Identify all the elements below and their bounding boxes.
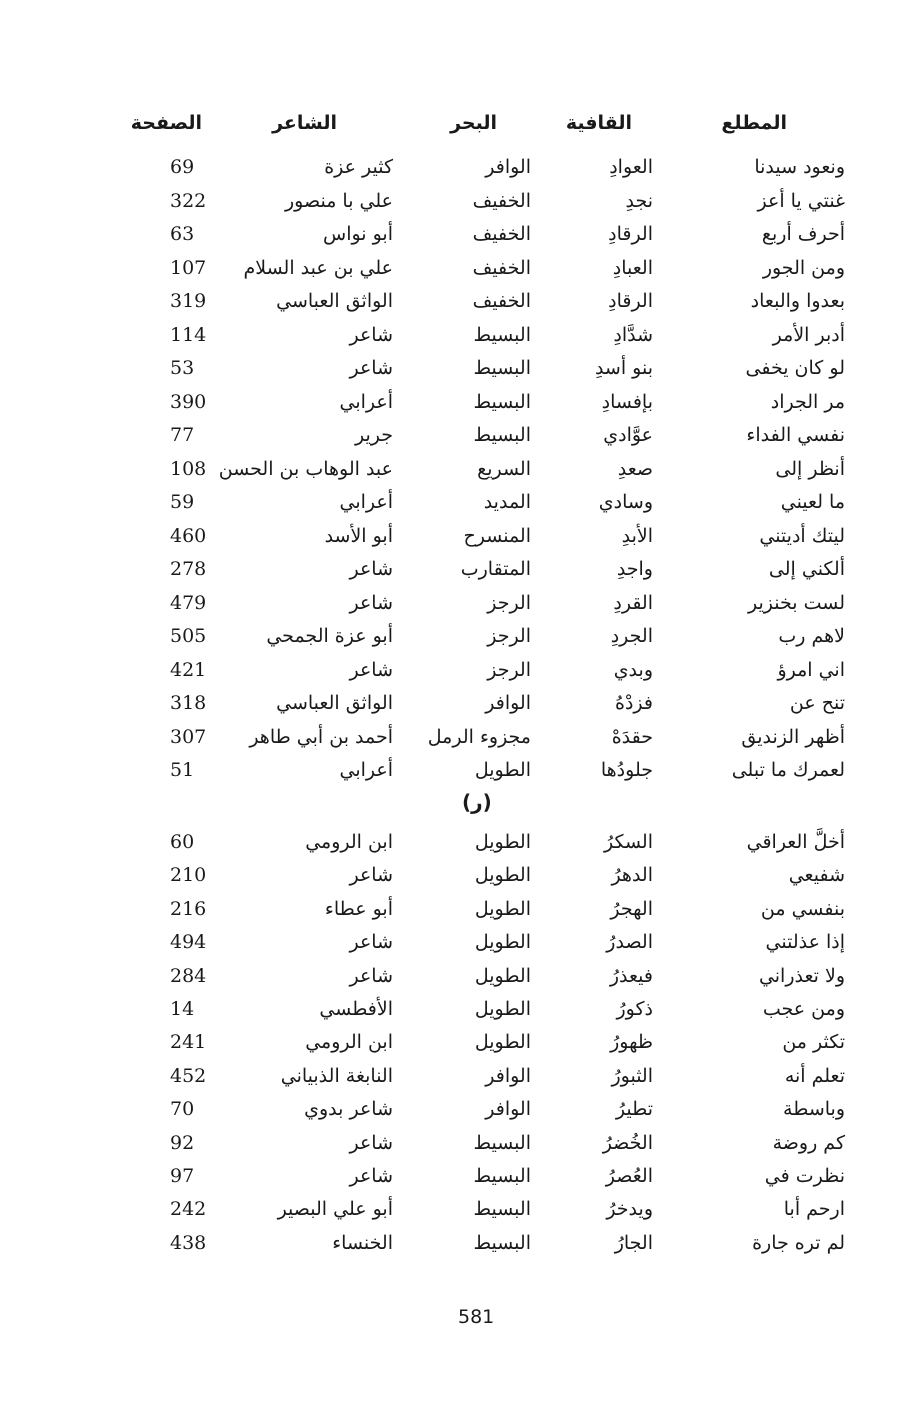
cell-poet: الخنساء — [332, 1231, 393, 1254]
cell-rhyme: واجدِ — [616, 558, 653, 580]
cell-opening: أنظر إلى — [775, 457, 845, 480]
cell-rhyme: الأبدِ — [621, 524, 653, 547]
table-row — [0, 961, 915, 991]
cell-rhyme: بنو أسدِ — [594, 357, 653, 379]
cell-meter: الرجز — [487, 658, 531, 681]
table-row — [0, 655, 915, 685]
cell-poet: علي با منصور — [285, 189, 393, 212]
cell-opening: اني امرؤ — [777, 658, 845, 681]
table-row — [0, 1228, 915, 1258]
cell-meter: البسيط — [473, 1131, 531, 1154]
table-row — [0, 1161, 915, 1191]
cell-rhyme: السكرُ — [604, 831, 653, 853]
cell-page: 97 — [170, 1165, 195, 1187]
cell-meter: الوافر — [485, 1098, 531, 1121]
cell-rhyme: الرقادِ — [608, 290, 653, 312]
cell-page: 322 — [170, 189, 207, 212]
cell-meter: البسيط — [473, 390, 531, 413]
cell-page: 390 — [170, 390, 207, 413]
cell-poet: شاعر — [349, 558, 393, 580]
cell-page: 60 — [170, 831, 195, 853]
cell-rhyme: حقدَهْ — [611, 725, 653, 748]
cell-poet: أعرابي — [339, 491, 393, 513]
cell-poet: شاعر — [349, 323, 393, 346]
cell-rhyme: الجردِ — [610, 625, 653, 647]
cell-page: 114 — [170, 323, 207, 346]
cell-poet: شاعر — [349, 1131, 393, 1154]
cell-poet: شاعر — [349, 931, 393, 954]
cell-meter: الخفيف — [472, 223, 531, 245]
cell-poet: جرير — [355, 424, 393, 446]
cell-poet: عبد الوهاب بن الحسن — [218, 457, 393, 480]
table-row — [0, 454, 915, 484]
cell-opening: شفيعي — [788, 864, 845, 887]
cell-page: 452 — [170, 1064, 207, 1087]
cell-meter: الخفيف — [472, 256, 531, 279]
table-row — [0, 894, 915, 924]
cell-rhyme: بإفسادِ — [601, 390, 653, 413]
table-row — [0, 152, 915, 182]
cell-meter: البسيط — [473, 323, 531, 346]
cell-poet: شاعر — [349, 964, 393, 987]
cell-meter: الطويل — [474, 864, 531, 887]
table-row — [0, 554, 915, 584]
cell-opening: ومن الجور — [762, 256, 845, 279]
cell-poet: أبو عزة الجمحي — [266, 625, 393, 647]
cell-meter: الطويل — [474, 1031, 531, 1054]
table-row — [0, 253, 915, 283]
cell-page: 318 — [170, 692, 207, 714]
table-row — [0, 487, 915, 517]
cell-poet: علي بن عبد السلام — [243, 256, 393, 279]
cell-page: 242 — [170, 1198, 207, 1221]
cell-page: 51 — [170, 759, 195, 781]
cell-meter: البسيط — [473, 1231, 531, 1254]
cell-page: 319 — [170, 290, 207, 312]
table-row — [0, 353, 915, 383]
cell-poet: الواثق العباسي — [276, 692, 393, 714]
cell-rhyme: ويدخرُ — [606, 1198, 653, 1221]
cell-poet: شاعر — [349, 591, 393, 614]
table-row — [0, 521, 915, 551]
cell-poet: أبو الأسد — [324, 524, 393, 547]
table-row — [0, 1128, 915, 1158]
cell-page: 53 — [170, 357, 195, 379]
cell-poet: أحمد بن أبي طاهر — [249, 725, 393, 748]
cell-poet: شاعر بدوي — [304, 1098, 393, 1121]
cell-poet: أبو نواس — [323, 223, 393, 245]
cell-page: 460 — [170, 524, 207, 547]
section-letter-ra: (ر) — [462, 790, 492, 814]
table-row — [0, 387, 915, 417]
cell-rhyme: العوادِ — [609, 156, 653, 178]
cell-meter: الوافر — [485, 156, 531, 178]
cell-opening: ارحم أبا — [783, 1198, 845, 1221]
cell-poet: شاعر — [349, 357, 393, 379]
cell-opening: تكثر من — [782, 1031, 845, 1054]
cell-opening: نظرت في — [764, 1165, 845, 1187]
cell-page: 421 — [170, 658, 207, 681]
cell-meter: الطويل — [474, 998, 531, 1020]
table-row — [0, 994, 915, 1024]
cell-rhyme: القردِ — [613, 591, 653, 614]
cell-meter: الطويل — [474, 931, 531, 954]
cell-poet: الأفطسي — [319, 998, 393, 1020]
cell-page: 307 — [170, 725, 207, 748]
cell-meter: السريع — [477, 457, 531, 480]
header-poet: الشاعر — [272, 112, 337, 134]
cell-rhyme: الهجرُ — [610, 897, 653, 920]
cell-rhyme: فزدْهُ — [615, 692, 653, 714]
cell-meter: البسيط — [473, 1165, 531, 1187]
cell-opening: ولا تعذراني — [758, 964, 845, 987]
cell-opening: تعلم أنه — [784, 1064, 845, 1087]
cell-page: 59 — [170, 491, 195, 513]
cell-page: 479 — [170, 591, 207, 614]
cell-rhyme: تطيرُ — [615, 1098, 653, 1121]
table-row — [0, 219, 915, 249]
cell-page: 70 — [170, 1098, 195, 1121]
cell-page: 14 — [170, 998, 195, 1020]
cell-rhyme: صعدِ — [617, 457, 653, 480]
cell-rhyme: فيعذرُ — [609, 964, 653, 987]
cell-meter: الخفيف — [472, 189, 531, 212]
cell-opening: لو كان يخفى — [745, 357, 845, 379]
table-row — [0, 722, 915, 752]
cell-opening: ليتك أديتني — [759, 524, 845, 547]
cell-poet: شاعر — [349, 864, 393, 887]
cell-page: 505 — [170, 625, 207, 647]
cell-poet: شاعر — [349, 1165, 393, 1187]
cell-meter: الطويل — [474, 897, 531, 920]
table-row — [0, 860, 915, 890]
table-row — [0, 1061, 915, 1091]
cell-meter: الرجز — [487, 591, 531, 614]
cell-page: 92 — [170, 1131, 195, 1154]
cell-opening: ومن عجب — [762, 998, 845, 1020]
cell-opening: لست بخنزير — [748, 591, 845, 614]
cell-rhyme: نجدِ — [625, 189, 653, 212]
table-row — [0, 755, 915, 785]
cell-opening: ألكني إلى — [768, 558, 845, 580]
table-row — [0, 1194, 915, 1224]
table-row — [0, 1094, 915, 1124]
cell-opening: ونعود سيدنا — [754, 156, 845, 178]
page-number: 581 — [458, 1306, 495, 1328]
cell-opening: لعمرك ما تبلى — [731, 759, 845, 781]
cell-opening: لم تره جارة — [752, 1231, 845, 1254]
cell-page: 438 — [170, 1231, 207, 1254]
cell-page: 278 — [170, 558, 207, 580]
cell-poet: الواثق العباسي — [276, 290, 393, 312]
cell-meter: الطويل — [474, 831, 531, 853]
cell-meter: مجزوء الرمل — [427, 725, 531, 748]
cell-page: 210 — [170, 864, 207, 887]
cell-page: 241 — [170, 1031, 207, 1054]
cell-rhyme: وبدي — [613, 658, 653, 681]
table-row — [0, 186, 915, 216]
cell-meter: البسيط — [473, 1198, 531, 1221]
cell-opening: لاهم رب — [778, 625, 845, 647]
cell-opening: بعدوا والبعاد — [750, 290, 845, 312]
cell-page: 107 — [170, 256, 207, 279]
table-row — [0, 688, 915, 718]
cell-meter: الرجز — [487, 625, 531, 647]
cell-page: 216 — [170, 897, 207, 920]
cell-page: 77 — [170, 424, 195, 446]
cell-rhyme: الرقادِ — [608, 223, 653, 245]
cell-opening: بنفسي من — [760, 897, 845, 920]
cell-rhyme: الدهرُ — [611, 864, 653, 887]
cell-poet: أعرابي — [339, 759, 393, 781]
cell-poet: أبو علي البصير — [277, 1198, 393, 1221]
cell-meter: الطويل — [474, 964, 531, 987]
cell-page: 69 — [170, 156, 195, 178]
cell-rhyme: شدَّادِ — [613, 323, 653, 346]
header-meter: البحر — [450, 112, 497, 134]
cell-rhyme: العُصرُ — [605, 1165, 653, 1187]
cell-meter: المديد — [483, 491, 531, 513]
cell-opening: مر الجراد — [770, 390, 845, 413]
cell-opening: أدبر الأمر — [772, 323, 845, 346]
cell-rhyme: جلودُها — [600, 759, 653, 781]
cell-rhyme: عوَّادي — [603, 424, 653, 446]
cell-poet: ابن الرومي — [305, 1031, 393, 1054]
cell-meter: الوافر — [485, 1064, 531, 1087]
cell-rhyme: ذكورُ — [616, 998, 653, 1020]
cell-poet: النابغة الذبياني — [280, 1064, 393, 1087]
cell-opening: وباسطة — [783, 1098, 845, 1121]
cell-poet: كثير عزة — [324, 156, 393, 178]
cell-rhyme: الثبورُ — [611, 1064, 653, 1087]
cell-rhyme: ظهورُ — [610, 1031, 653, 1054]
cell-poet: ابن الرومي — [305, 831, 393, 853]
cell-page: 494 — [170, 931, 207, 954]
cell-opening: إذا عذلتني — [765, 931, 845, 954]
table-row — [0, 927, 915, 957]
cell-opening: كم روضة — [772, 1131, 845, 1154]
cell-meter: البسيط — [473, 357, 531, 379]
table-row — [0, 827, 915, 857]
cell-rhyme: العبادِ — [612, 256, 653, 279]
cell-opening: أخلَّ العراقي — [746, 831, 845, 853]
cell-rhyme: الصدرُ — [606, 931, 653, 954]
cell-meter: الطويل — [474, 759, 531, 781]
cell-rhyme: الخُضرُ — [602, 1131, 653, 1154]
cell-page: 63 — [170, 223, 195, 245]
table-row — [0, 1027, 915, 1057]
header-page: الصفحة — [130, 112, 202, 134]
cell-rhyme: وسادي — [598, 491, 653, 513]
table-row — [0, 286, 915, 316]
cell-meter: الخفيف — [472, 290, 531, 312]
cell-opening: ما لعيني — [780, 491, 845, 513]
cell-opening: غنتي يا أعز — [757, 189, 845, 212]
cell-opening: أظهر الزنديق — [741, 725, 845, 748]
cell-poet: شاعر — [349, 658, 393, 681]
cell-meter: البسيط — [473, 424, 531, 446]
cell-opening: نفسي الفداء — [746, 424, 845, 446]
table-row — [0, 621, 915, 651]
table-row — [0, 420, 915, 450]
cell-poet: أبو عطاء — [324, 897, 393, 920]
cell-page: 284 — [170, 964, 207, 987]
cell-opening: أحرف أربع — [761, 223, 845, 245]
cell-meter: الوافر — [485, 692, 531, 714]
header-opening: المطلع — [721, 112, 787, 134]
cell-opening: تنح عن — [789, 692, 845, 714]
cell-page: 108 — [170, 457, 207, 480]
cell-meter: المنسرح — [463, 524, 531, 547]
table-row — [0, 588, 915, 618]
header-rhyme: القافية — [565, 112, 632, 134]
cell-poet: أعرابي — [339, 390, 393, 413]
table-row — [0, 320, 915, 350]
cell-rhyme: الجارُ — [614, 1231, 653, 1254]
cell-meter: المتقارب — [460, 558, 531, 580]
